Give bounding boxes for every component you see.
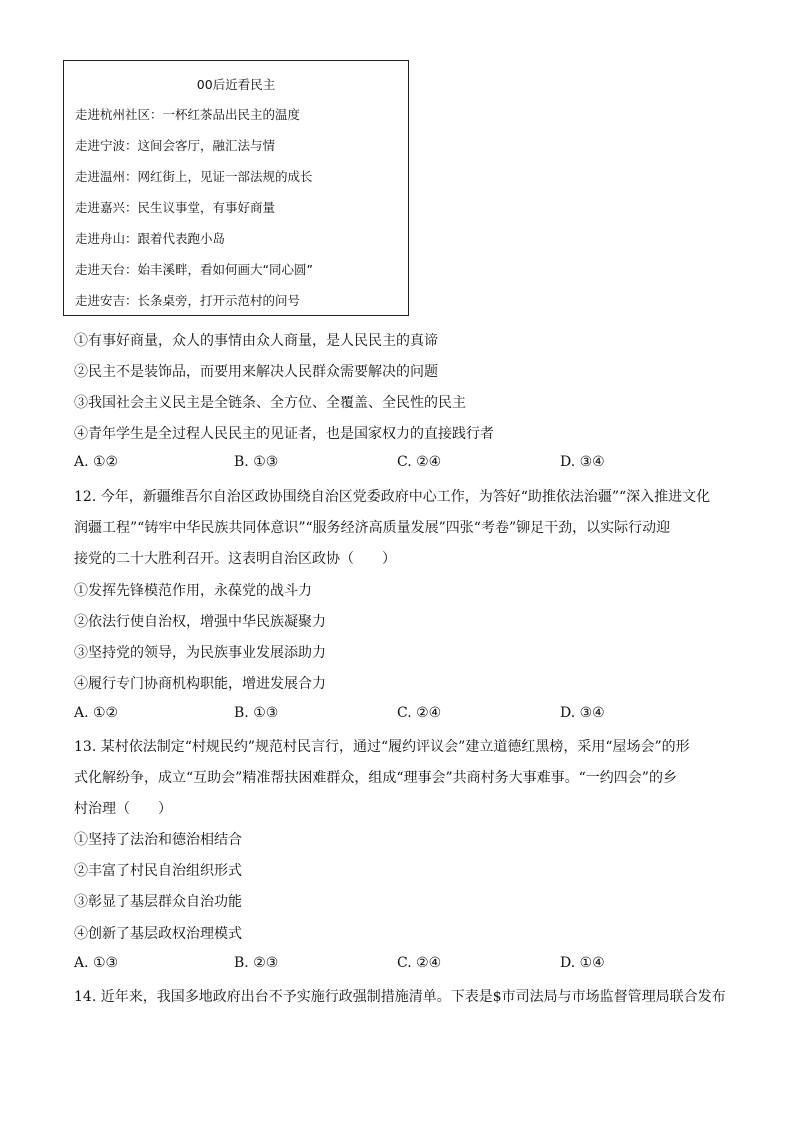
q13-choice-a[interactable]: A. ①③ [74,955,119,971]
q11-choices [74,454,724,474]
q11-option-2: ②民主不是装饰品，而要用来解决人民群众需要解决的问题 [74,364,438,380]
q12-choices [74,705,724,725]
q11-choice-b[interactable]: B. ①③ [234,454,279,470]
q12-stem-line: 12. 今年，新疆维吾尔自治区政协围绕自治区党委政府中心工作，为答好“助推依法治疆”“深入推进文化 [74,489,711,505]
q12-option-1: ①发挥先锋模范作用，永葆党的战斗力 [74,583,312,599]
q13-stem-line: 13. 某村依法制定“村规民约”规范村民言行，通过“履约评议会”建立道德红黑榜，采用“屋场会”的形 [74,739,690,755]
box-line: 走进天台：始丰溪畔，看如何画大“同心圆” [75,262,313,277]
box-line: 走进嘉兴：民生议事堂，有事好商量 [75,200,276,215]
q14-stem-line: 14. 近年来，我国多地政府出台不予实施行政强制措施清单。下表是$市司法局与市场监督管理局联合发布 [74,989,726,1005]
q13-option-3: ③彰显了基层群众自治功能 [74,894,242,910]
q11-option-4: ④青年学生是全过程人民民主的见证者，也是国家权力的直接践行者 [74,426,494,442]
q13-choice-d[interactable]: D. ①④ [560,955,605,971]
box-line: 走进杭州社区：一杯红茶品出民主的温度 [75,107,301,122]
q11-option-3: ③我国社会主义民主是全链条、全方位、全覆盖、全民性的民主 [74,395,466,411]
q12-option-2: ②依法行使自治权，增强中华民族凝聚力 [74,614,326,630]
q12-choice-a[interactable]: A. ①② [74,705,119,721]
q12-option-3: ③坚持党的领导，为民族事业发展添助力 [74,645,326,661]
q12-stem-line: 润疆工程”“铸牢中华民族共同体意识”“服务经济高质量发展”四张“考卷”铆足干劲，以实际行动迎 [74,520,671,536]
quote-box [63,60,409,316]
q12-choice-b[interactable]: B. ①③ [234,705,279,721]
box-line: 走进温州：网红街上，见证一部法规的成长 [75,169,313,184]
box-line: 走进安吉：长条桌旁，打开示范村的问号 [75,293,301,308]
box-line: 走进舟山：跟着代表跑小岛 [75,231,226,246]
q11-choice-c[interactable]: C. ②④ [397,454,442,470]
q12-choice-c[interactable]: C. ②④ [397,705,442,721]
q12-stem-line: 接党的二十大胜利召开。这表明自治区政协（ ） [74,551,396,567]
q12-option-4: ④履行专门协商机构职能，增进发展合力 [74,676,326,692]
box-line: 走进宁波：这间会客厅，融汇法与情 [75,138,276,153]
q13-option-2: ②丰富了村民自治组织形式 [74,863,242,879]
q13-choice-b[interactable]: B. ②③ [234,955,279,971]
q13-stem-line: 式化解纷争，成立“互助会”精准帮扶困难群众，组成“理事会”共商村务大事难事。“一约四会”的乡 [74,770,677,786]
q13-option-4: ④创新了基层政权治理模式 [74,926,242,942]
q12-choice-d[interactable]: D. ③④ [560,705,605,721]
q11-option-1: ①有事好商量，众人的事情由众人商量，是人民民主的真谛 [74,333,438,349]
q13-choice-c[interactable]: C. ②④ [397,955,442,971]
q11-choice-a[interactable]: A. ①② [74,454,119,470]
q13-stem-line: 村治理（ ） [74,801,172,817]
box-title: 00后近看民主 [196,77,276,92]
q13-option-1: ①坚持了法治和德治相结合 [74,832,242,848]
q11-choice-d[interactable]: D. ③④ [560,454,605,470]
q13-choices [74,955,724,975]
